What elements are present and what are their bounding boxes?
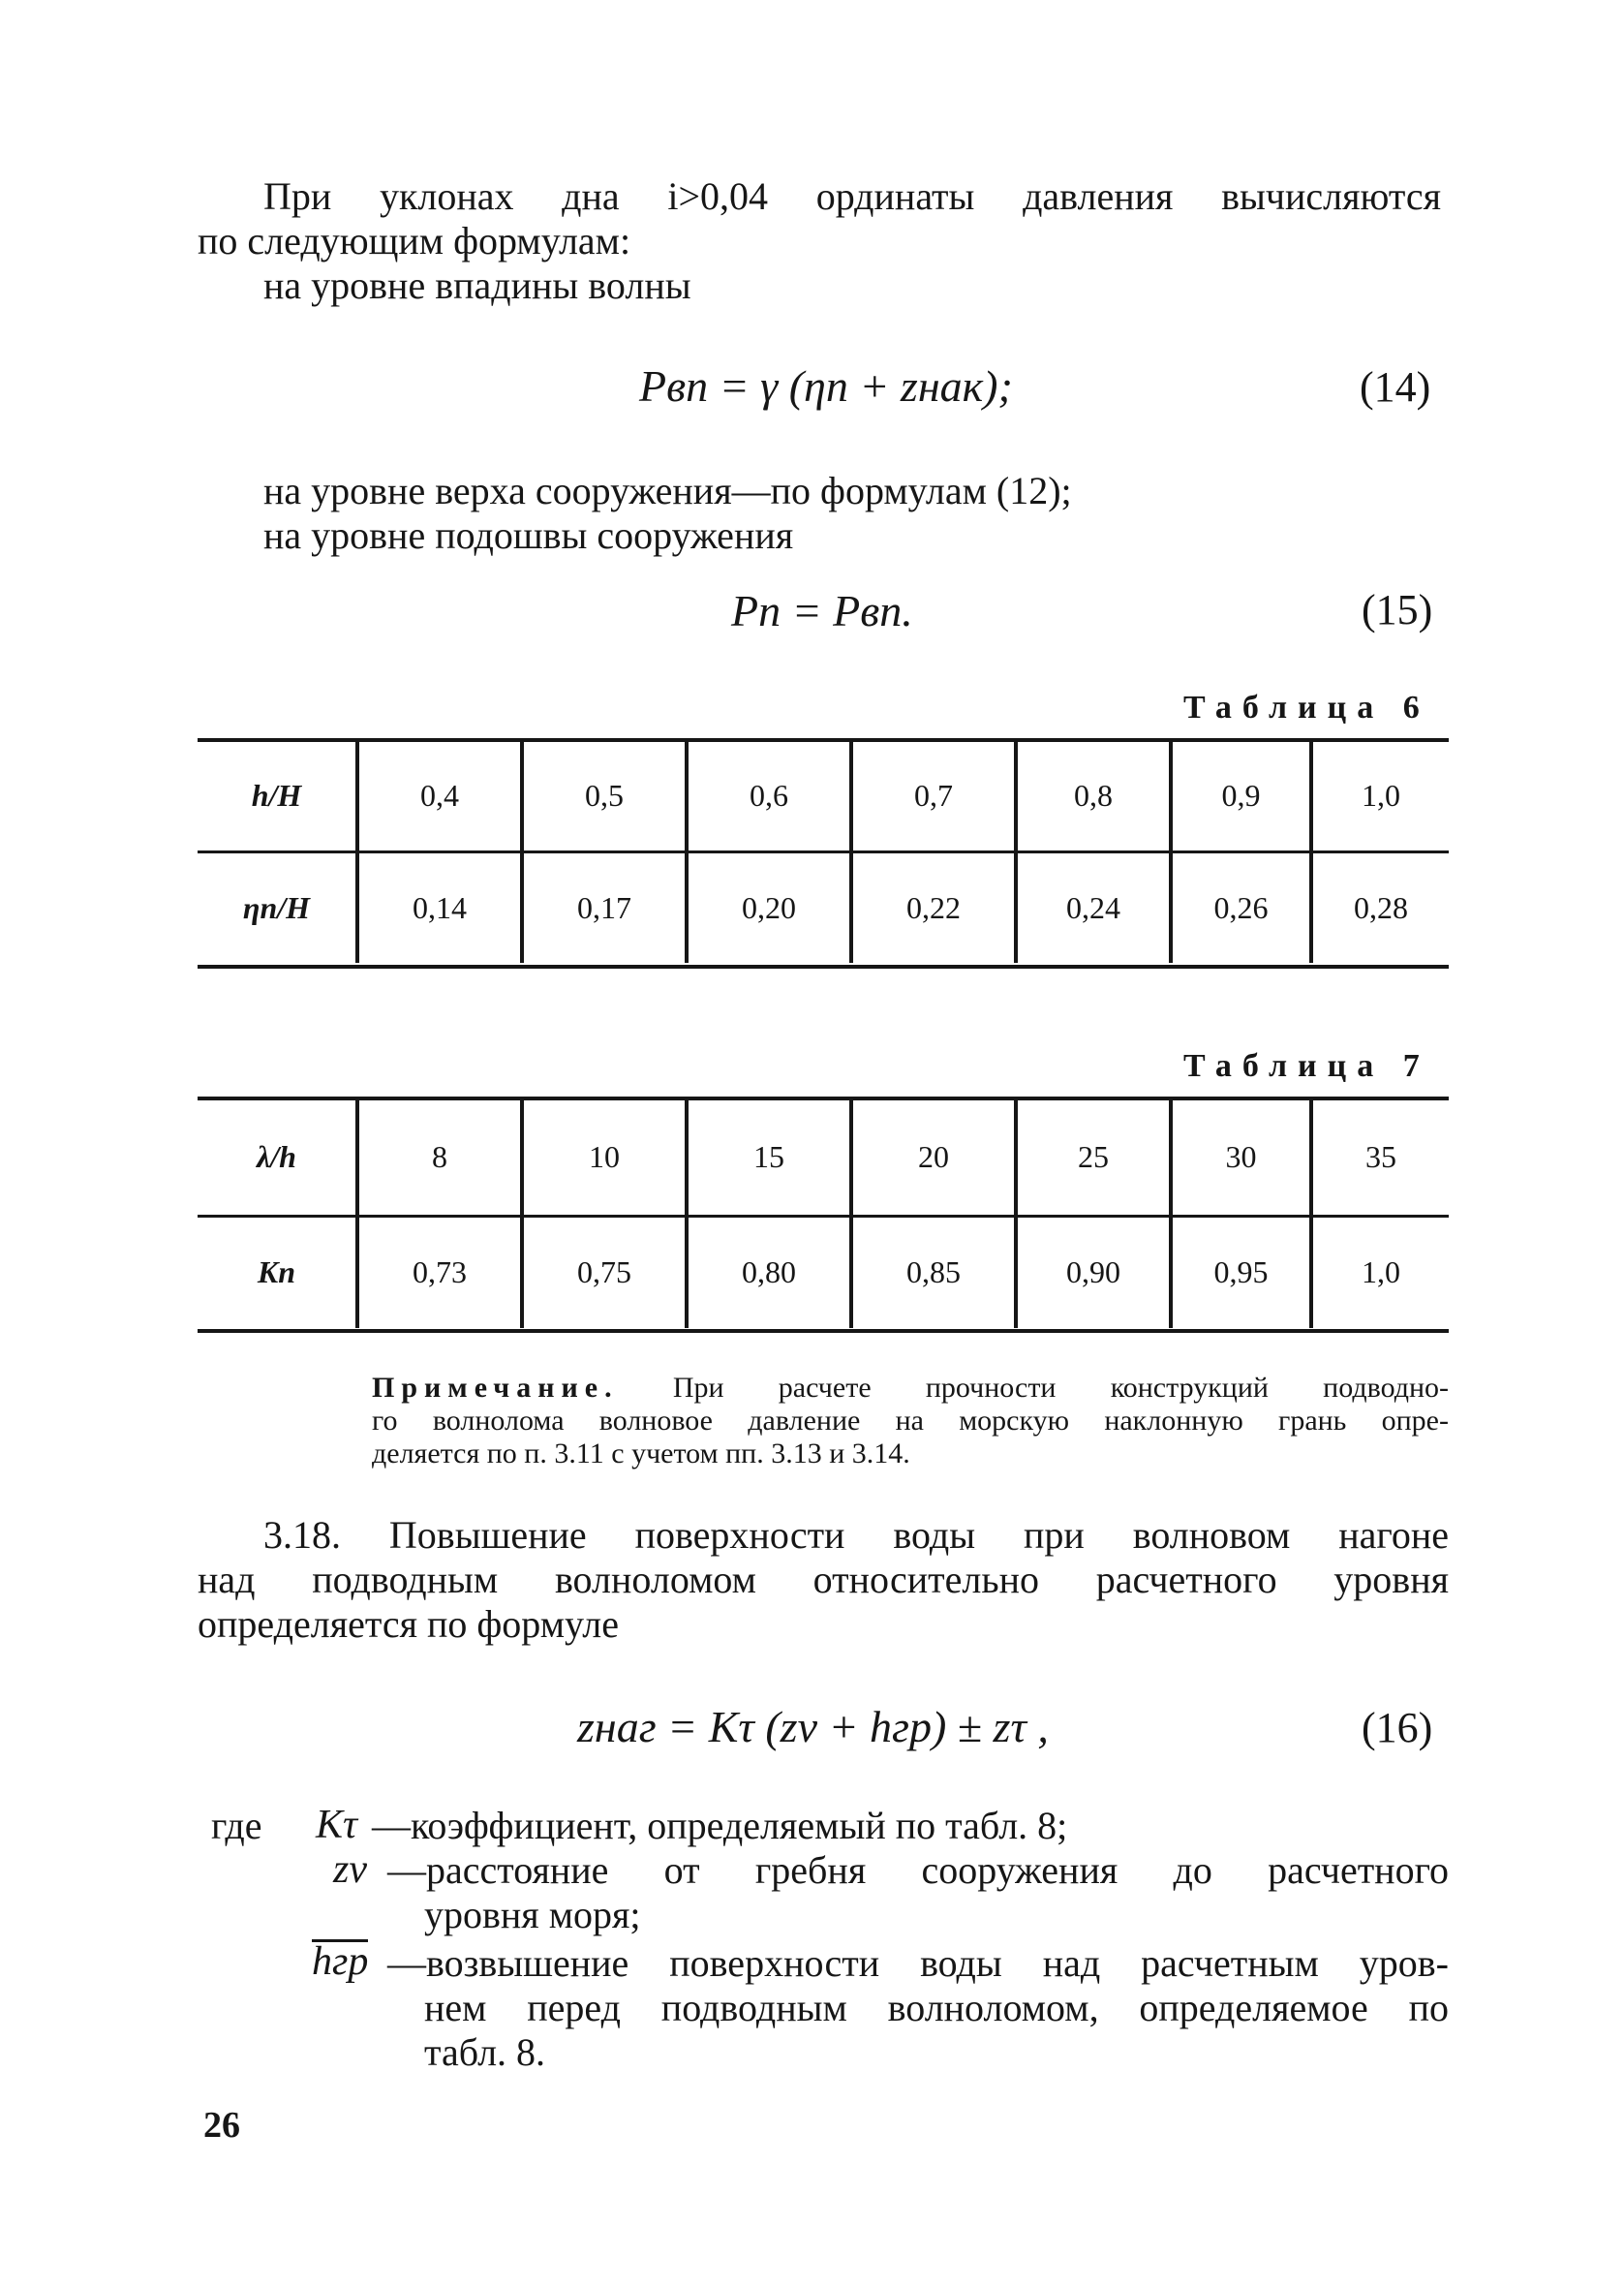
table-7-label: λ/h xyxy=(198,1100,357,1216)
table-6-cell: 0,6 xyxy=(687,742,851,851)
table-6-cell: 0,8 xyxy=(1016,742,1171,851)
note-line-1 xyxy=(372,1372,1449,1405)
table-7-label: Kп xyxy=(257,1254,296,1290)
mid-line-2: на уровне подошвы сооружения xyxy=(263,513,794,557)
definition-3-symbol: hгр xyxy=(312,1939,369,1984)
definition-2-symbol: zv xyxy=(333,1847,367,1892)
table-7 xyxy=(198,1100,1449,1328)
formula-16-number: (16) xyxy=(1362,1704,1433,1751)
definition-3-line-1: —возвышение поверхности воды над расчетным уров- xyxy=(387,1941,1449,1985)
section-318-line-1: 3.18. Повышение поверхности воды при волновом нагоне xyxy=(263,1513,1449,1557)
table-7-row xyxy=(198,1100,1449,1216)
note-heading: Примечание. xyxy=(372,1372,619,1404)
intro-line-2: по следующим формулам: xyxy=(198,219,631,263)
table-7-cell: 20 xyxy=(851,1100,1016,1216)
table-6-cell: 0,24 xyxy=(1016,851,1171,963)
note-line-3: деляется по п. 3.11 с учетом пп. 3.13 и 3.14. xyxy=(372,1438,910,1469)
definition-2-line-1: —расстояние от гребня сооружения до расчетного xyxy=(387,1848,1449,1892)
definition-1-text: —коэффициент, определяемый по табл. 8; xyxy=(372,1804,1068,1847)
table-7-cell: 0,95 xyxy=(1171,1216,1311,1328)
intro-line-3: на уровне впадины волны xyxy=(263,263,691,307)
definition-2-line-2: уровня моря; xyxy=(424,1893,641,1936)
table-7-cell: 0,73 xyxy=(357,1216,522,1328)
table-7-row xyxy=(198,1216,1449,1328)
table-7-cell: 0,90 xyxy=(1016,1216,1171,1328)
definition-3-line-3: табл. 8. xyxy=(424,2030,546,2074)
table-6-label: ηn/H xyxy=(242,889,311,925)
table-7-cell: 35 xyxy=(1311,1100,1449,1216)
formula-15: Pп = Pвп. xyxy=(731,586,913,635)
table-6-bottom-rule xyxy=(198,965,1449,969)
formula-15-number: (15) xyxy=(1362,586,1433,634)
table-6-cell: 0,20 xyxy=(687,851,851,963)
table-6-cell: 0,5 xyxy=(522,742,687,851)
section-318-line-3: определяется по формуле xyxy=(198,1602,619,1646)
table-7-caption: Таблица 7 xyxy=(1183,1048,1430,1084)
formula-14-number: (14) xyxy=(1360,363,1431,411)
table-6-cell: 1,0 xyxy=(1311,742,1449,851)
intro-line-1: При уклонах дна i>0,04 ординаты давления вычисляются xyxy=(263,174,1441,218)
table-7-bottom-rule xyxy=(198,1329,1449,1333)
table-6-caption: Таблица 6 xyxy=(1183,690,1430,726)
formula-16: zнаг = Kτ (zv + hгр) ± zτ , xyxy=(577,1702,1049,1751)
table-6-cell: 0,7 xyxy=(851,742,1016,851)
table-6-cell: 0,4 xyxy=(357,742,522,851)
section-318-line-2: над подводным волноломом относительно расчетного уровня xyxy=(198,1558,1449,1601)
table-6-cell: 0,17 xyxy=(522,851,687,963)
table-7-cell: 0,75 xyxy=(522,1216,687,1328)
formula-14: Pвп = γ (ηn + zнак); xyxy=(639,361,1013,411)
table-7-cell: 10 xyxy=(522,1100,687,1216)
table-7-cell: 1,0 xyxy=(1311,1216,1449,1328)
table-7-cell: 25 xyxy=(1016,1100,1171,1216)
definition-3-line-2: нем перед подводным волноломом, определяемое по xyxy=(424,1986,1449,2029)
table-6-row xyxy=(198,742,1449,851)
table-6-cell: 0,28 xyxy=(1311,851,1449,963)
table-6-row xyxy=(198,851,1449,963)
table-7-cell: 8 xyxy=(357,1100,522,1216)
definitions-where: где xyxy=(211,1804,262,1847)
table-6-cell: 0,9 xyxy=(1171,742,1311,851)
page-number: 26 xyxy=(203,2105,240,2146)
table-6-cell: 0,26 xyxy=(1171,851,1311,963)
table-6 xyxy=(198,742,1449,963)
table-6-cell: 0,22 xyxy=(851,851,1016,963)
mid-line-1: на уровне верха сооружения—по формулам (12); xyxy=(263,469,1072,512)
table-7-cell: 30 xyxy=(1171,1100,1311,1216)
definition-1-symbol: Kτ xyxy=(316,1803,358,1847)
table-7-cell: 0,80 xyxy=(687,1216,851,1328)
table-7-cell: 15 xyxy=(687,1100,851,1216)
table-6-cell: 0,14 xyxy=(357,851,522,963)
table-7-cell: 0,85 xyxy=(851,1216,1016,1328)
table-6-label: h/H xyxy=(198,742,357,851)
note-line-2: го волнолома волновое давление на морскую наклонную грань опре- xyxy=(372,1405,1449,1437)
note-text-1: При расчете прочности конструкций подводно- xyxy=(672,1372,1450,1404)
